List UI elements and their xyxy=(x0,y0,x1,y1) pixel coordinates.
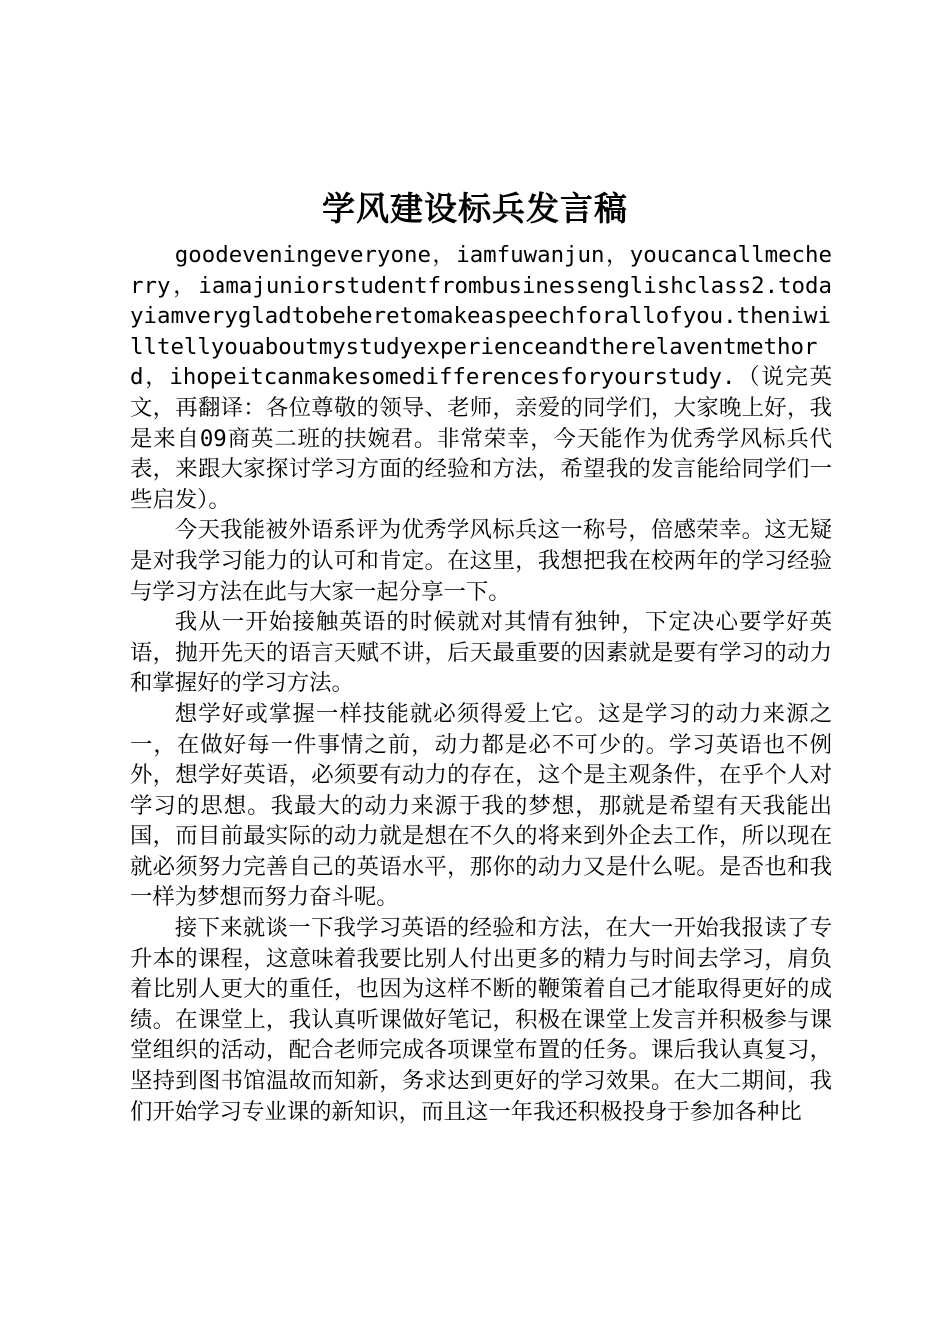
paragraph-motivation: 想学好或掌握一样技能就必须得爱上它。这是学习的动力来源之一，在做好每一件事情之前，动力都是必不可少的。学习英语也不例外，想学好英语，必须要有动力的存在，这个是主观条件，在乎个人对学习的思想。我最大的动力来源于我的梦想，那就是希望有天我能出国，而目前最实际的动力就是想在不久的将来到外企去工作，所以现在就必须努力完善自己的英语水平，那你的动力又是什么呢。是否也和我一样为梦想而努力奋斗呢。 xyxy=(130,700,832,911)
document-title: 学风建设标兵发言稿 xyxy=(322,189,628,228)
paragraph-honor: 今天我能被外语系评为优秀学风标兵这一称号，倍感荣幸。这无疑是对我学习能力的认可和肯定。在这里，我想把我在校两年的学习经验与学习方法在此与大家一起分享一下。 xyxy=(130,517,832,605)
document-body xyxy=(130,240,832,1127)
paragraph-intro: goodeveningeveryone，iamfuwanjun，youcancallmecherry，iamajuniorstudentfrombusinessenglishclass2.todayiamverygladtobeheretomakeaspeechforallofyou.theniwilltellyouaboutmystudyexperienceandtherelaventmethord，ihopeitcanmakesomedifferencesforyourstudy.（说完英文，再翻译：各位尊敬的领导、老师，亲爱的同学们，大家晚上好，我是来自09商英二班的扶婉君。非常荣幸，今天能作为优秀学风标兵代表，来跟大家探讨学习方面的经验和方法，希望我的发言能给同学们一些启发）。 xyxy=(130,242,832,513)
paragraph-motivation-intro: 我从一开始接触英语的时候就对其情有独钟，下定决心要学好英语，抛开先天的语言天赋不讲，后天最重要的因素就是要有学习的动力和掌握好的学习方法。 xyxy=(130,609,832,697)
paragraph-methods: 接下来就谈一下我学习英语的经验和方法，在大一开始我报读了专升本的课程，这意味着我要比别人付出更多的精力与时间去学习，肩负着比别人更大的重任，也因为这样不断的鞭策着自己才能取得更好的成绩。在课堂上，我认真听课做好笔记，积极在课堂上发言并积极参与课堂组织的活动，配合老师完成各项课堂布置的任务。课后我认真复习，坚持到图书馆温故而知新，务求达到更好的学习效果。在大二期间，我们开始学习专业课的新知识，而且这一年我还积极投身于参加各种比 xyxy=(130,915,832,1125)
